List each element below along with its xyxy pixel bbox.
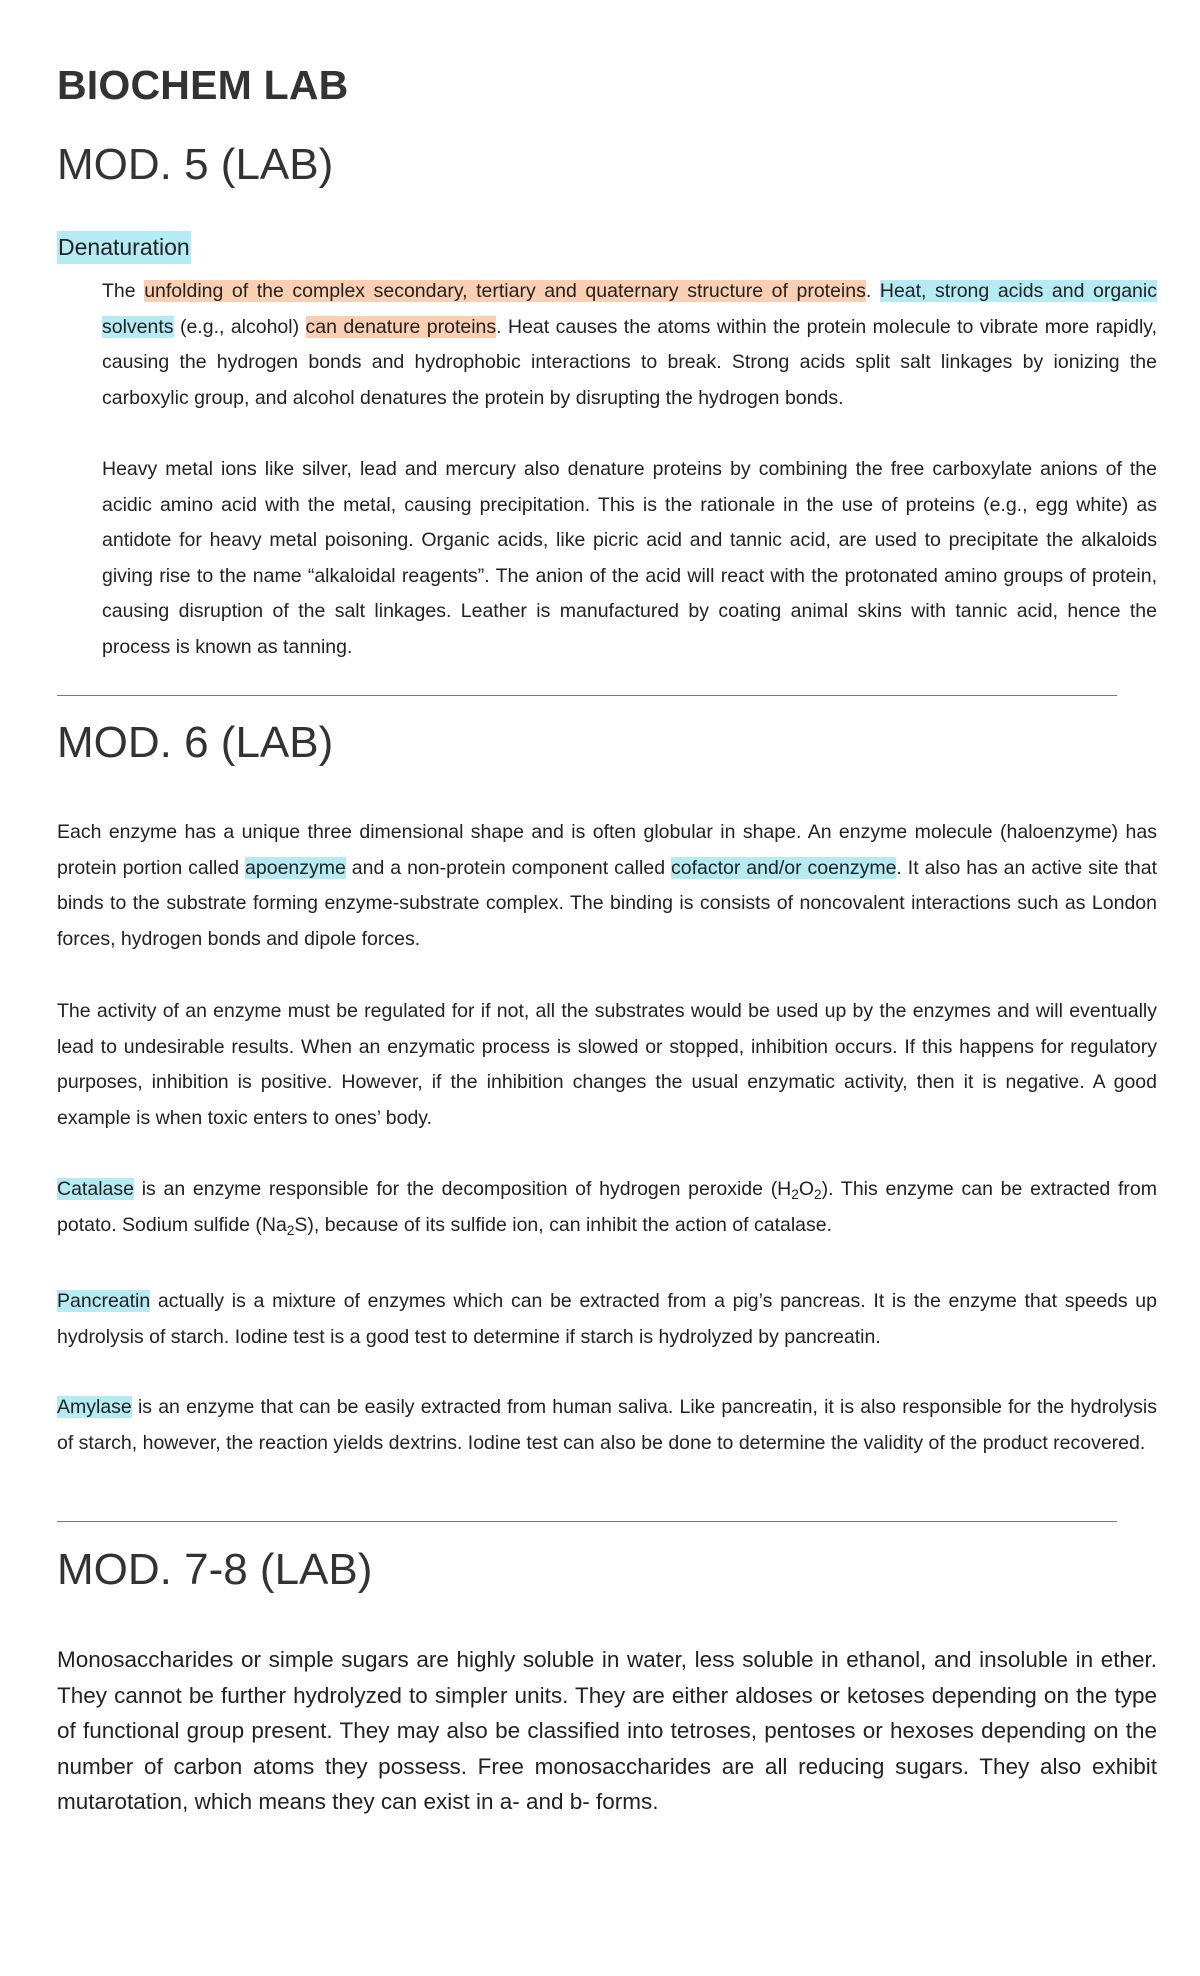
denaturation-term: Denaturation — [57, 231, 191, 264]
text: (e.g., alcohol) — [173, 315, 306, 338]
text: . It also has an active site that binds to the substrate forming enzyme-substrate complex. The binding is consists of noncovalent interactions such as London forces, hydrogen bonds and dipole forces. — [57, 856, 1157, 950]
highlight-blue: apoenzyme — [245, 856, 346, 879]
text: . — [865, 280, 880, 302]
highlight-blue: Heat, strong acids and organic solvents — [102, 280, 1157, 338]
document-title: BIOCHEM LAB — [57, 62, 349, 108]
text: ). This enzyme can be extracted from potato. Sodium sulfide (Na — [57, 1178, 1157, 1236]
text: is an enzyme that can be easily extracted from human saliva. Like pancreatin, it is also responsible for the hydrolysis of starch, however, the reaction yields dextrins. Iodine test can also be done to determine the validity of the product recovered. — [57, 1396, 1157, 1454]
text: is an enzyme responsible for the decomposition of hydrogen peroxide (H — [133, 1178, 792, 1200]
mod6-paragraph-pancreatin — [57, 1284, 1157, 1355]
highlight-blue: Pancreatin — [57, 1290, 151, 1312]
text: The — [102, 280, 145, 302]
text: Each enzyme has a unique three dimensional shape and is often globular in shape. An enzyme molecule (haloenzyme) has protein portion called — [57, 821, 1157, 879]
subscript: 2 — [286, 1222, 295, 1238]
highlight-blue: Amylase — [57, 1396, 132, 1418]
highlight-blue: cofactor and/or coenzyme — [671, 856, 897, 879]
mod6-paragraph-catalase — [57, 1172, 1157, 1243]
mod5-heading: MOD. 5 (LAB) — [57, 140, 334, 189]
text: actually is a mixture of enzymes which can be extracted from a pig’s pancreas. It is the enzyme that speeds up hydrolysis of starch. Iodine test is a good test to determine if starch is hydrolyzed by pancreatin. — [57, 1290, 1157, 1348]
subscript: 2 — [814, 1187, 822, 1203]
highlight-orange: unfolding of the complex secondary, tertiary and quaternary structure of proteins — [144, 280, 866, 302]
text: O — [798, 1178, 815, 1200]
text: . Heat causes the atoms within the protein molecule to vibrate more rapidly, causing the hydrogen bonds and hydrophobic interactions to break. Strong acids split salt linkages by ionizing the carboxylic group, and alcohol denatures the protein by disrupting the hydrogen bonds. — [102, 315, 1157, 409]
highlight-blue: Catalase — [57, 1178, 134, 1200]
text: S), because of its sulfide ion, can inhibit the action of catalase. — [294, 1213, 833, 1236]
mod78-paragraph-1: Monosaccharides or simple sugars are highly soluble in water, less soluble in ethanol, and insoluble in ether. They cannot be further hydrolyzed to simpler units. They are either aldoses or ketoses depending on the type of functional group present. They may also be classified into tetroses, pentoses or hexoses depending on the number of carbon atoms they possess. Free monosaccharides are all reducing sugars. They also exhibit mutarotation, which means they can exist in a- and b- forms. — [57, 1647, 1157, 1814]
text: and a non-protein component called — [345, 856, 671, 879]
mod78-heading: MOD. 7-8 (LAB) — [57, 1545, 373, 1594]
mod6-paragraph-amylase — [57, 1390, 1157, 1461]
subscript: 2 — [791, 1187, 799, 1203]
mod6-paragraph-2: The activity of an enzyme must be regulated for if not, all the substrates would be used up by the enzymes and will eventually lead to undesirable results. When an enzymatic process is slowed or stopped, inhibition occurs. If this happens for regulatory purposes, inhibition is positive. However, if the inhibition changes the usual enzymatic activity, then it is negative. A good example is when toxic enters to ones’ body. — [57, 1000, 1157, 1129]
section-divider — [57, 695, 1117, 696]
mod6-heading: MOD. 6 (LAB) — [57, 718, 334, 767]
highlight-orange: can denature proteins — [305, 315, 497, 338]
section-divider — [57, 1521, 1117, 1522]
mod5-paragraph-1 — [102, 274, 1157, 416]
mod6-paragraph-1 — [57, 815, 1157, 957]
mod5-paragraph-2: Heavy metal ions like silver, lead and mercury also denature proteins by combining the free carboxylate anions of the acidic amino acid with the metal, causing precipitation. This is the rationale in the use of proteins (e.g., egg white) as antidote for heavy metal poisoning. Organic acids, like picric acid and tannic acid, are used to precipitate the alkaloids giving rise to the name “alkaloidal reagents”. The anion of the acid will react with the protonated amino groups of protein, causing disruption of the salt linkages. Leather is manufactured by coating animal skins with tannic acid, hence the process is known as tanning. — [102, 458, 1157, 658]
